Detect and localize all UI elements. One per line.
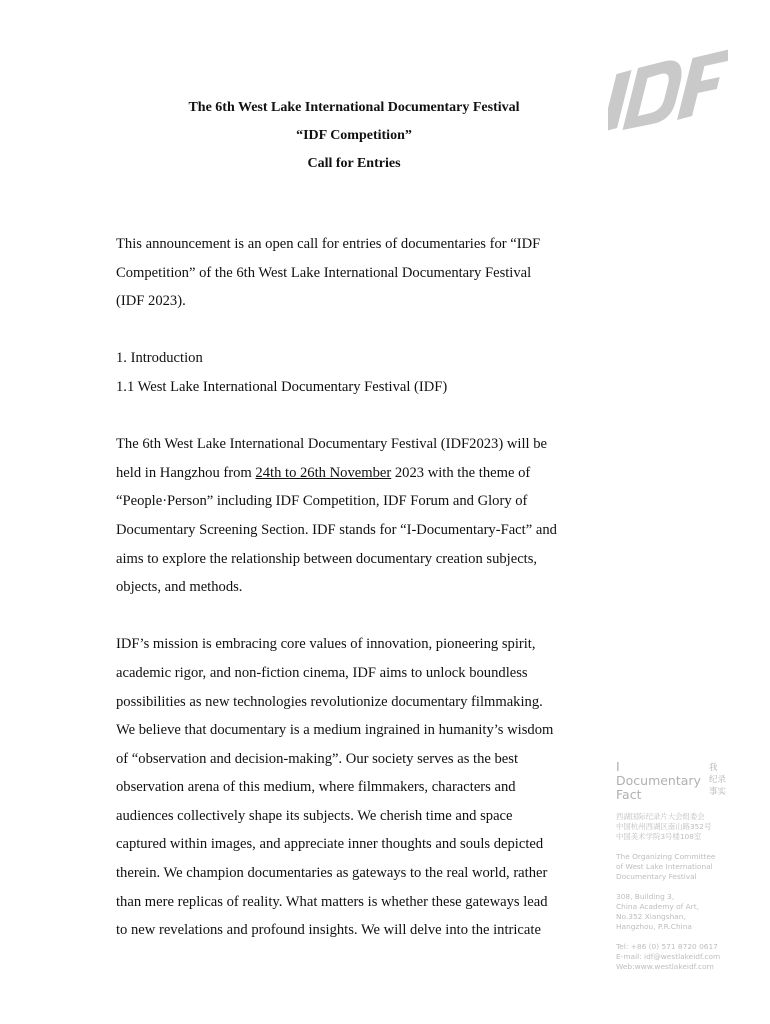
address-line: Documentary Festival xyxy=(616,872,697,881)
address-line: 西湖国际纪录片大会组委会 xyxy=(616,812,705,821)
paragraph-line: objects, and methods. xyxy=(116,579,243,596)
paragraph-line: audiences collectively shape its subjects. We cherish time and space xyxy=(116,807,513,824)
paragraph-line: academic rigor, and non-fiction cinema, IDF aims to unlock boundless xyxy=(116,664,528,681)
address-line: of West Lake International xyxy=(616,862,713,871)
paragraph-line: possibilities as new technologies revolutionize documentary filmmaking. xyxy=(116,693,543,710)
festival-dates: 24th to 26th November xyxy=(255,464,392,481)
brand-chinese xyxy=(709,760,726,802)
paragraph-line: to new revelations and profound insights. We will delve into the intricate xyxy=(116,922,541,939)
website-line: Web:www.westlakeidf.com xyxy=(616,962,714,971)
paragraph-line: of “observation and decision-making”. Our society serves as the best xyxy=(116,750,519,767)
paragraph-line: Documentary Screening Section. IDF stands for “I-Documentary-Fact” and xyxy=(116,521,557,538)
paragraph-line: “People·Person” including IDF Competition, IDF Forum and Glory of xyxy=(116,493,528,510)
call-for-entries-title: Call for Entries xyxy=(307,156,401,171)
paragraph-line: IDF’s mission is embracing core values of innovation, pioneering spirit, xyxy=(116,636,536,653)
phone-line: Tel: +86 (0) 571 8720 0617 xyxy=(616,942,718,951)
competition-title: “IDF Competition” xyxy=(296,128,412,143)
idf-logo-graphic xyxy=(608,44,728,134)
paragraph-line xyxy=(116,459,592,488)
document-body xyxy=(116,230,592,945)
english-address xyxy=(616,892,756,932)
intro-line: (IDF 2023). xyxy=(116,293,186,310)
paragraph-line: captured within images, and appreciate inner thoughts and souls depicted xyxy=(116,836,544,853)
brand-word: I xyxy=(616,759,620,774)
paragraph-line: observation arena of this medium, where filmmakers, characters and xyxy=(116,779,516,796)
paragraph-line: We believe that documentary is a medium ingrained in humanity’s wisdom xyxy=(116,722,554,739)
idf-logo xyxy=(608,44,728,134)
paragraph-line: therein. We champion documentaries as gateways to the real world, rather xyxy=(116,865,548,882)
subsection-title: 1.1 West Lake International Documentary Festival (IDF) xyxy=(116,378,448,395)
contact-info xyxy=(616,942,756,972)
address-line: China Academy of Art, xyxy=(616,902,699,911)
festival-title: The 6th West Lake International Documentary Festival xyxy=(188,100,520,115)
address-line: 中国杭州西湖区南山路352号 xyxy=(616,822,712,831)
address-line: Hangzhou, P.R.China xyxy=(616,922,692,931)
chinese-address xyxy=(616,812,756,842)
document-heading xyxy=(116,94,592,178)
organizer-name xyxy=(616,852,756,882)
paragraph-line: The 6th West Lake International Documentary Festival (IDF2023) will be xyxy=(116,436,547,453)
intro-line: This announcement is an open call for entries of documentaries for “IDF xyxy=(116,236,541,252)
paragraph-line: aims to explore the relationship between documentary creation subjects, xyxy=(116,550,538,567)
text-span: 2023 with the theme of xyxy=(391,464,531,481)
paragraph-line: than mere replicas of reality. What matters is whether these gateways lead xyxy=(116,893,548,910)
logo-letter-d xyxy=(623,60,686,130)
brand-word: Fact xyxy=(616,787,642,802)
address-line: No.352 Xiangshan, xyxy=(616,912,686,921)
brand-word: 纪录 xyxy=(708,775,726,785)
email-line: E-mail: idf@westlakeidf.com xyxy=(616,952,721,961)
text-span: held in Hangzhou from xyxy=(116,464,256,481)
section-title: 1. Introduction xyxy=(116,350,203,367)
address-line: 中国美术学院3号楼108室 xyxy=(616,832,702,841)
logo-letter-f xyxy=(677,49,728,120)
brand-word: 我 xyxy=(708,763,718,773)
brand-block xyxy=(616,760,756,802)
brand-word: 事实 xyxy=(708,787,726,797)
letterhead-sidebar xyxy=(616,760,756,972)
address-line: 308, Building 3, xyxy=(616,892,675,901)
brand-word: Documentary xyxy=(616,773,701,788)
intro-line: Competition” of the 6th West Lake International Documentary Festival xyxy=(116,264,532,281)
brand-english xyxy=(616,760,701,802)
address-line: The Organizing Committee xyxy=(616,852,716,861)
